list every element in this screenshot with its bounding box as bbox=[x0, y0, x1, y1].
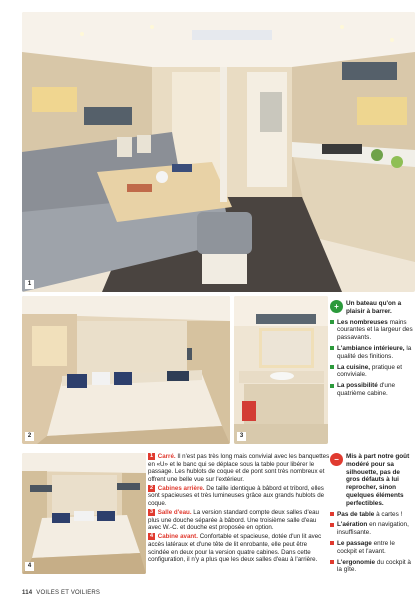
page-footer bbox=[22, 590, 100, 596]
list-item bbox=[330, 511, 415, 519]
item-bold: La cuisine, bbox=[337, 363, 371, 371]
item-text: du cockpit à la gîte. bbox=[337, 558, 411, 574]
caption-title: Cabine avant. bbox=[157, 533, 198, 541]
item-bold: L'ergonomie bbox=[337, 558, 376, 566]
caption-4 bbox=[148, 533, 330, 563]
item-text: d'une quatrième cabine. bbox=[337, 382, 396, 397]
caption-title: Cabines arrière. bbox=[157, 484, 205, 492]
caption-number: 3 bbox=[149, 509, 154, 516]
bullet-square-icon bbox=[330, 320, 334, 324]
item-bold: Le passage bbox=[337, 539, 372, 547]
bullet-square-icon bbox=[330, 512, 334, 516]
caption-number: 4 bbox=[149, 533, 154, 540]
plus-icon: + bbox=[330, 300, 343, 313]
bullet-square-icon bbox=[330, 384, 334, 388]
positive-list bbox=[330, 319, 415, 398]
item-bold: La possibilité bbox=[337, 382, 378, 390]
negative-list bbox=[330, 511, 415, 575]
caption-number: 1 bbox=[149, 453, 154, 459]
item-bold: L'ambiance intérieure, bbox=[337, 344, 405, 352]
caption-text: De taille identique à bâbord et tribord, elles sont spacieuses et très lumineuses grâce aux grands hublots de coque. bbox=[148, 484, 325, 508]
list-item bbox=[330, 382, 415, 398]
list-item bbox=[330, 319, 415, 342]
list-item bbox=[330, 540, 415, 556]
caption-1 bbox=[148, 453, 330, 483]
positive-header bbox=[330, 300, 415, 316]
item-bold: Pas de table bbox=[337, 510, 375, 518]
caption-number: 2 bbox=[149, 484, 154, 491]
negative-header bbox=[330, 453, 415, 508]
caption-title: Salle d'eau. bbox=[157, 509, 192, 517]
negative-points-box bbox=[330, 453, 415, 577]
negative-title: Mis à part notre goût modéré pour sa silhouette, pas de gros défauts à lui reprocher, sinon quelques éléments perfectibles. bbox=[346, 453, 410, 507]
item-text: la qualité des finitions. bbox=[337, 344, 412, 360]
list-item bbox=[330, 364, 415, 380]
bullet-square-icon bbox=[330, 365, 334, 369]
bathroom-photo bbox=[234, 296, 328, 444]
photo-number: 3 bbox=[237, 432, 246, 441]
caption-text: Il n'est pas très long mais convivial avec les banquettes en «U» et le banc qui se déplace sous la table pour libérer le passage. Les hublots de coque et de pont sont très nombreux et offrent une belle vue sur l'extérieur. bbox=[148, 453, 330, 483]
item-text: à cartes ! bbox=[376, 510, 403, 518]
photo-number: 1 bbox=[25, 280, 34, 289]
forward-cabin-photo bbox=[22, 453, 146, 574]
bullet-square-icon bbox=[330, 560, 334, 564]
photo-number: 2 bbox=[25, 432, 34, 441]
page-number: 114 bbox=[22, 590, 33, 596]
item-text: mains courantes et la largeur des passavants. bbox=[337, 318, 413, 342]
item-bold: L'aération bbox=[337, 521, 368, 529]
aft-cabin-photo bbox=[22, 296, 230, 444]
positive-points-box bbox=[330, 300, 415, 401]
item-text: en navigation, insuffisante. bbox=[337, 521, 409, 537]
bullet-square-icon bbox=[330, 523, 334, 527]
magazine-name: VOILES ET VOILIERS bbox=[36, 590, 101, 596]
saloon-photo bbox=[22, 12, 415, 292]
item-text: entre le cockpit et l'avant. bbox=[337, 539, 395, 555]
caption-3 bbox=[148, 509, 330, 532]
bullet-square-icon bbox=[330, 346, 334, 350]
caption-title: Carré. bbox=[157, 453, 176, 460]
photo-captions bbox=[148, 453, 330, 565]
list-item bbox=[330, 521, 415, 537]
photo-number: 4 bbox=[25, 562, 34, 571]
item-text: pratique et conviviale. bbox=[337, 363, 403, 379]
caption-text: Confortable et spacieuse, dotée d'un lit avec accès latéraux et d'une tête de lit enrobante, elle peut être scindée en deux pour la version quatre cabines. Dans cette configuration, il n'y a plus que les deux salles d'eau à l'arrière. bbox=[148, 533, 322, 564]
bullet-square-icon bbox=[330, 541, 334, 545]
list-item bbox=[330, 559, 415, 575]
list-item bbox=[330, 345, 415, 361]
minus-icon: − bbox=[330, 453, 343, 466]
item-bold: Les nombreuses bbox=[337, 318, 388, 326]
caption-text: La version standard compte deux salles d'eau plus une douche séparée à bâbord. Une troisième salle d'eau avec W.-C. et douche est proposée en option. bbox=[148, 509, 319, 532]
positive-title: Un bateau qu'on a plaisir à barrer. bbox=[346, 300, 402, 315]
caption-2 bbox=[148, 485, 330, 508]
